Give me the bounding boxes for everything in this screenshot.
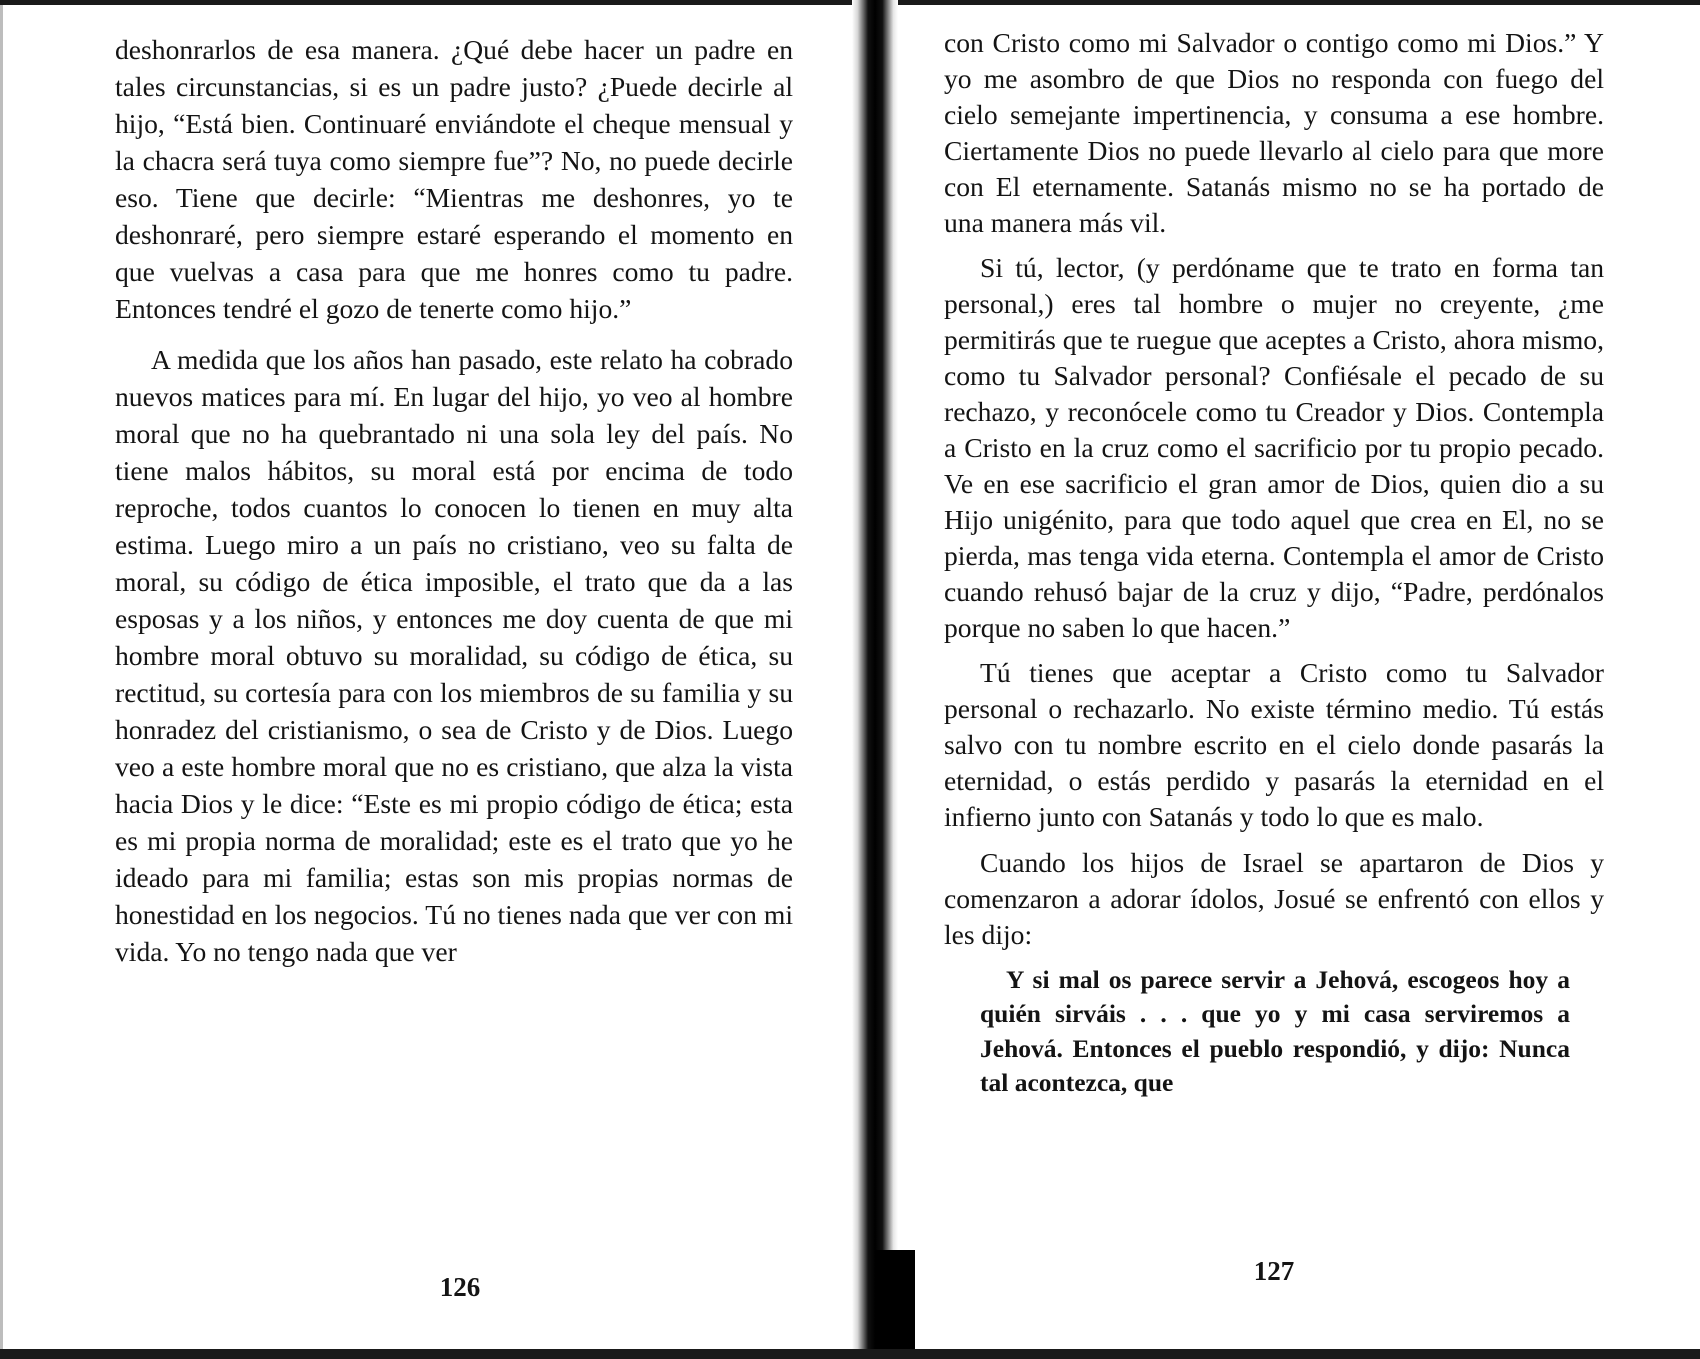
book-gutter [852, 0, 898, 1359]
left-paragraph-1: deshonrarlos de esa manera. ¿Qué debe hacer un padre en tales circunstancias, si es un padre justo? ¿Puede decirle al hijo, “Está bien. Continuaré enviándote el cheque mensual y la chacra será tuya como siempre fue”? No, no puede decirle eso. Tiene que decirle: “Mientras me deshonres, yo te deshonraré, pero siempre estaré esperando el momento en que vuelvas a casa para que me honres como tu padre. Entonces tendré el gozo de tenerte como hijo.” [115, 34, 793, 324]
right-paragraph-3: Tú tienes que aceptar a Cristo como tu Salvador personal o rechazarlo. No existe término medio. Tú estás salvo con tu nombre escrito en el cielo donde pasarás la eternidad, o estás perdido y pasarás la eternidad en el infierno junto con Satanás y todo lo que es malo. [944, 657, 1604, 833]
right-paragraph-2: Si tú, lector, (y perdóname que te trato en forma tan personal,) eres tal hombre o mujer no creyente, ¿me permitirás que te ruegue que aceptes a Cristo, ahora mismo, como tu Salvador personal? Confiésale el pecado de su rechazo, y reconócele como tu Creador y Dios. Contempla a Cristo en la cruz como el sacrificio por tu propio pecado. Ve en ese sacrificio el gran amor de Dios, quien dio a su Hijo unigénito, para que todo aquel que crea en El, no se pierda, mas tenga vida eterna. Contempla el amor de Cristo cuando rehusó bajar de la cruz y dijo, “Padre, perdónalos porque no saben lo que hacen.” [944, 252, 1604, 643]
right-page-text [944, 25, 1604, 1101]
right-page [898, 0, 1700, 1359]
left-paragraph-2: A medida que los años han pasado, este relato ha cobrado nuevos matices para mí. En lugar del hijo, yo veo al hombre moral que no ha quebrantado ni una sola ley del país. No tiene malos hábitos, su moral está por encima de todo reproche, todos cuantos lo conocen lo tienen en muy alta estima. Luego miro a un país no cristiano, veo su falta de moral, su código de ética imposible, el trato que da a las esposas y a los niños, y entonces me doy cuenta de que mi hombre moral obtuvo su moralidad, su código de ética, su rectitud, su cortesía para con los miembros de su familia y su honradez del cristianismo, o sea de Cristo y de Dios. Luego veo a este hombre moral que no es cristiano, que alza la vista hacia Dios y le dice: “Este es mi propio código de ética; esta es mi propia norma de moralidad; este es el trato que yo he ideado para mi familia; estas son mis propias normas de honestidad en los negocios. Tú no tienes nada que ver con mi vida. Yo no tengo nada que ver [115, 344, 793, 967]
left-page-text [115, 31, 793, 970]
right-page-number: 127 [1253, 1256, 1295, 1286]
right-paragraph-4: Cuando los hijos de Israel se apartaron de Dios y comenzaron a adorar ídolos, Josué se enfrentó con ellos y les dijo: [944, 846, 1604, 950]
right-paragraph-1: con Cristo como mi Salvador o contigo como mi Dios.” Y yo me asombro de que Dios no responda con fuego del cielo semejante impertinencia, y consuma a ese hombre. Ciertamente Dios no puede llevarlo al cielo para que more con El eternamente. Satanás mismo no se ha portado de una manera más vil. [944, 27, 1604, 238]
left-page-number: 126 [439, 1272, 481, 1302]
scripture-quote: Y si mal os parece servir a Jehová, escogeos hoy a quién sirváis . . . que yo y mi casa serviremos a Jehová. Entonces el pueblo respondió, y dijo: Nunca tal acontezca, que [980, 964, 1570, 1098]
scan-bottom-edge [0, 1349, 1700, 1359]
